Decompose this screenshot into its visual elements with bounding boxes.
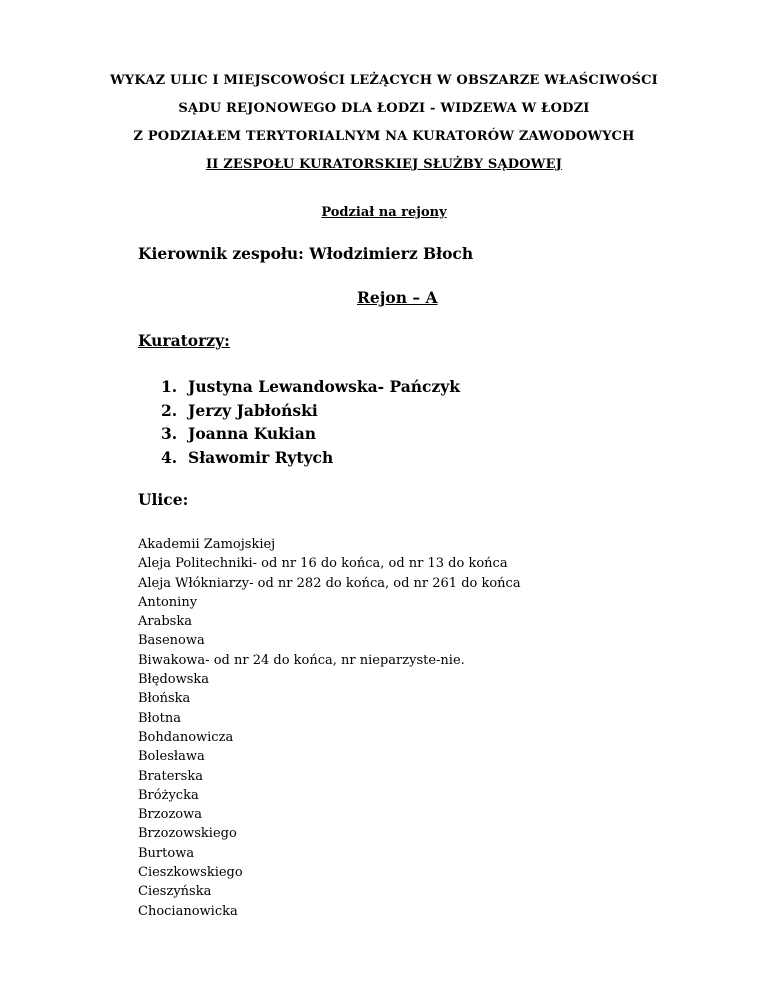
curator-name: Jerzy Jabłoński xyxy=(188,400,318,420)
street-item: Bolesława xyxy=(138,749,205,765)
street-item: Akademii Zamojskiej xyxy=(138,537,276,552)
curator-name: Joanna Kukian xyxy=(188,424,317,443)
street-item: Bróżycka xyxy=(138,787,199,803)
list-item-number: 1. xyxy=(161,377,178,396)
team-leader: Kierownik zespołu: Włodzimierz Błoch xyxy=(138,244,474,263)
street-item: Biwakowa- od nr 24 do końca, nr nieparzyste-nie. xyxy=(138,652,465,668)
street-item: Chocianowicka xyxy=(138,903,238,919)
street-item: Cieszkowskiego xyxy=(138,865,243,881)
street-item: Aleja Włókniarzy- od nr 282 do końca, od nr 261 do końca xyxy=(138,575,521,591)
street-item: Aleja Politechniki- od nr 16 do końca, od nr 13 do końca xyxy=(138,556,508,572)
list-item-number: 2. xyxy=(161,400,178,420)
list-item-number: 4. xyxy=(161,447,178,467)
street-item: Brzozowa xyxy=(138,807,202,823)
street-item: Bohdanowicza xyxy=(138,729,234,745)
curator-name: Sławomir Rytych xyxy=(188,447,334,467)
street-item: Braterska xyxy=(138,768,203,784)
curator-name: Justyna Lewandowska- Pańczyk xyxy=(188,377,461,396)
street-item: Błędowska xyxy=(138,672,210,688)
streets-heading: Ulice: xyxy=(138,490,189,509)
region-title: Rejon – A xyxy=(357,288,438,307)
header-line-4: II ZESPOŁU KURATORSKIEJ SŁUŻBY SĄDOWEJ xyxy=(205,157,563,172)
streets-list xyxy=(138,535,521,921)
list-item-number: 3. xyxy=(161,424,178,443)
header-line-1: WYKAZ ULIC I MIEJSCOWOŚCI LEŻĄCYCH W OBSZARZE WŁAŚCIWOŚCI xyxy=(110,73,658,88)
header-line-3: Z PODZIAŁEM TERYTORIALNYM NA KURATORÓW ZAWODOWYCH xyxy=(133,129,635,144)
street-item: Błońska xyxy=(138,691,191,707)
street-item: Basenowa xyxy=(138,633,205,649)
header-line-2: SĄDU REJONOWEGO DLA ŁODZI - WIDZEWA W ŁODZI xyxy=(178,101,590,116)
street-item: Błotna xyxy=(138,710,181,726)
street-item: Burtowa xyxy=(138,845,195,861)
street-item: Brzozowskiego xyxy=(138,826,237,842)
street-item: Antoniny xyxy=(138,594,198,610)
division-title: Podział na rejony xyxy=(321,205,447,220)
street-item: Cieszyńska xyxy=(138,884,212,900)
street-item: Arabska xyxy=(138,614,192,630)
curators-heading: Kuratorzy: xyxy=(138,331,230,350)
